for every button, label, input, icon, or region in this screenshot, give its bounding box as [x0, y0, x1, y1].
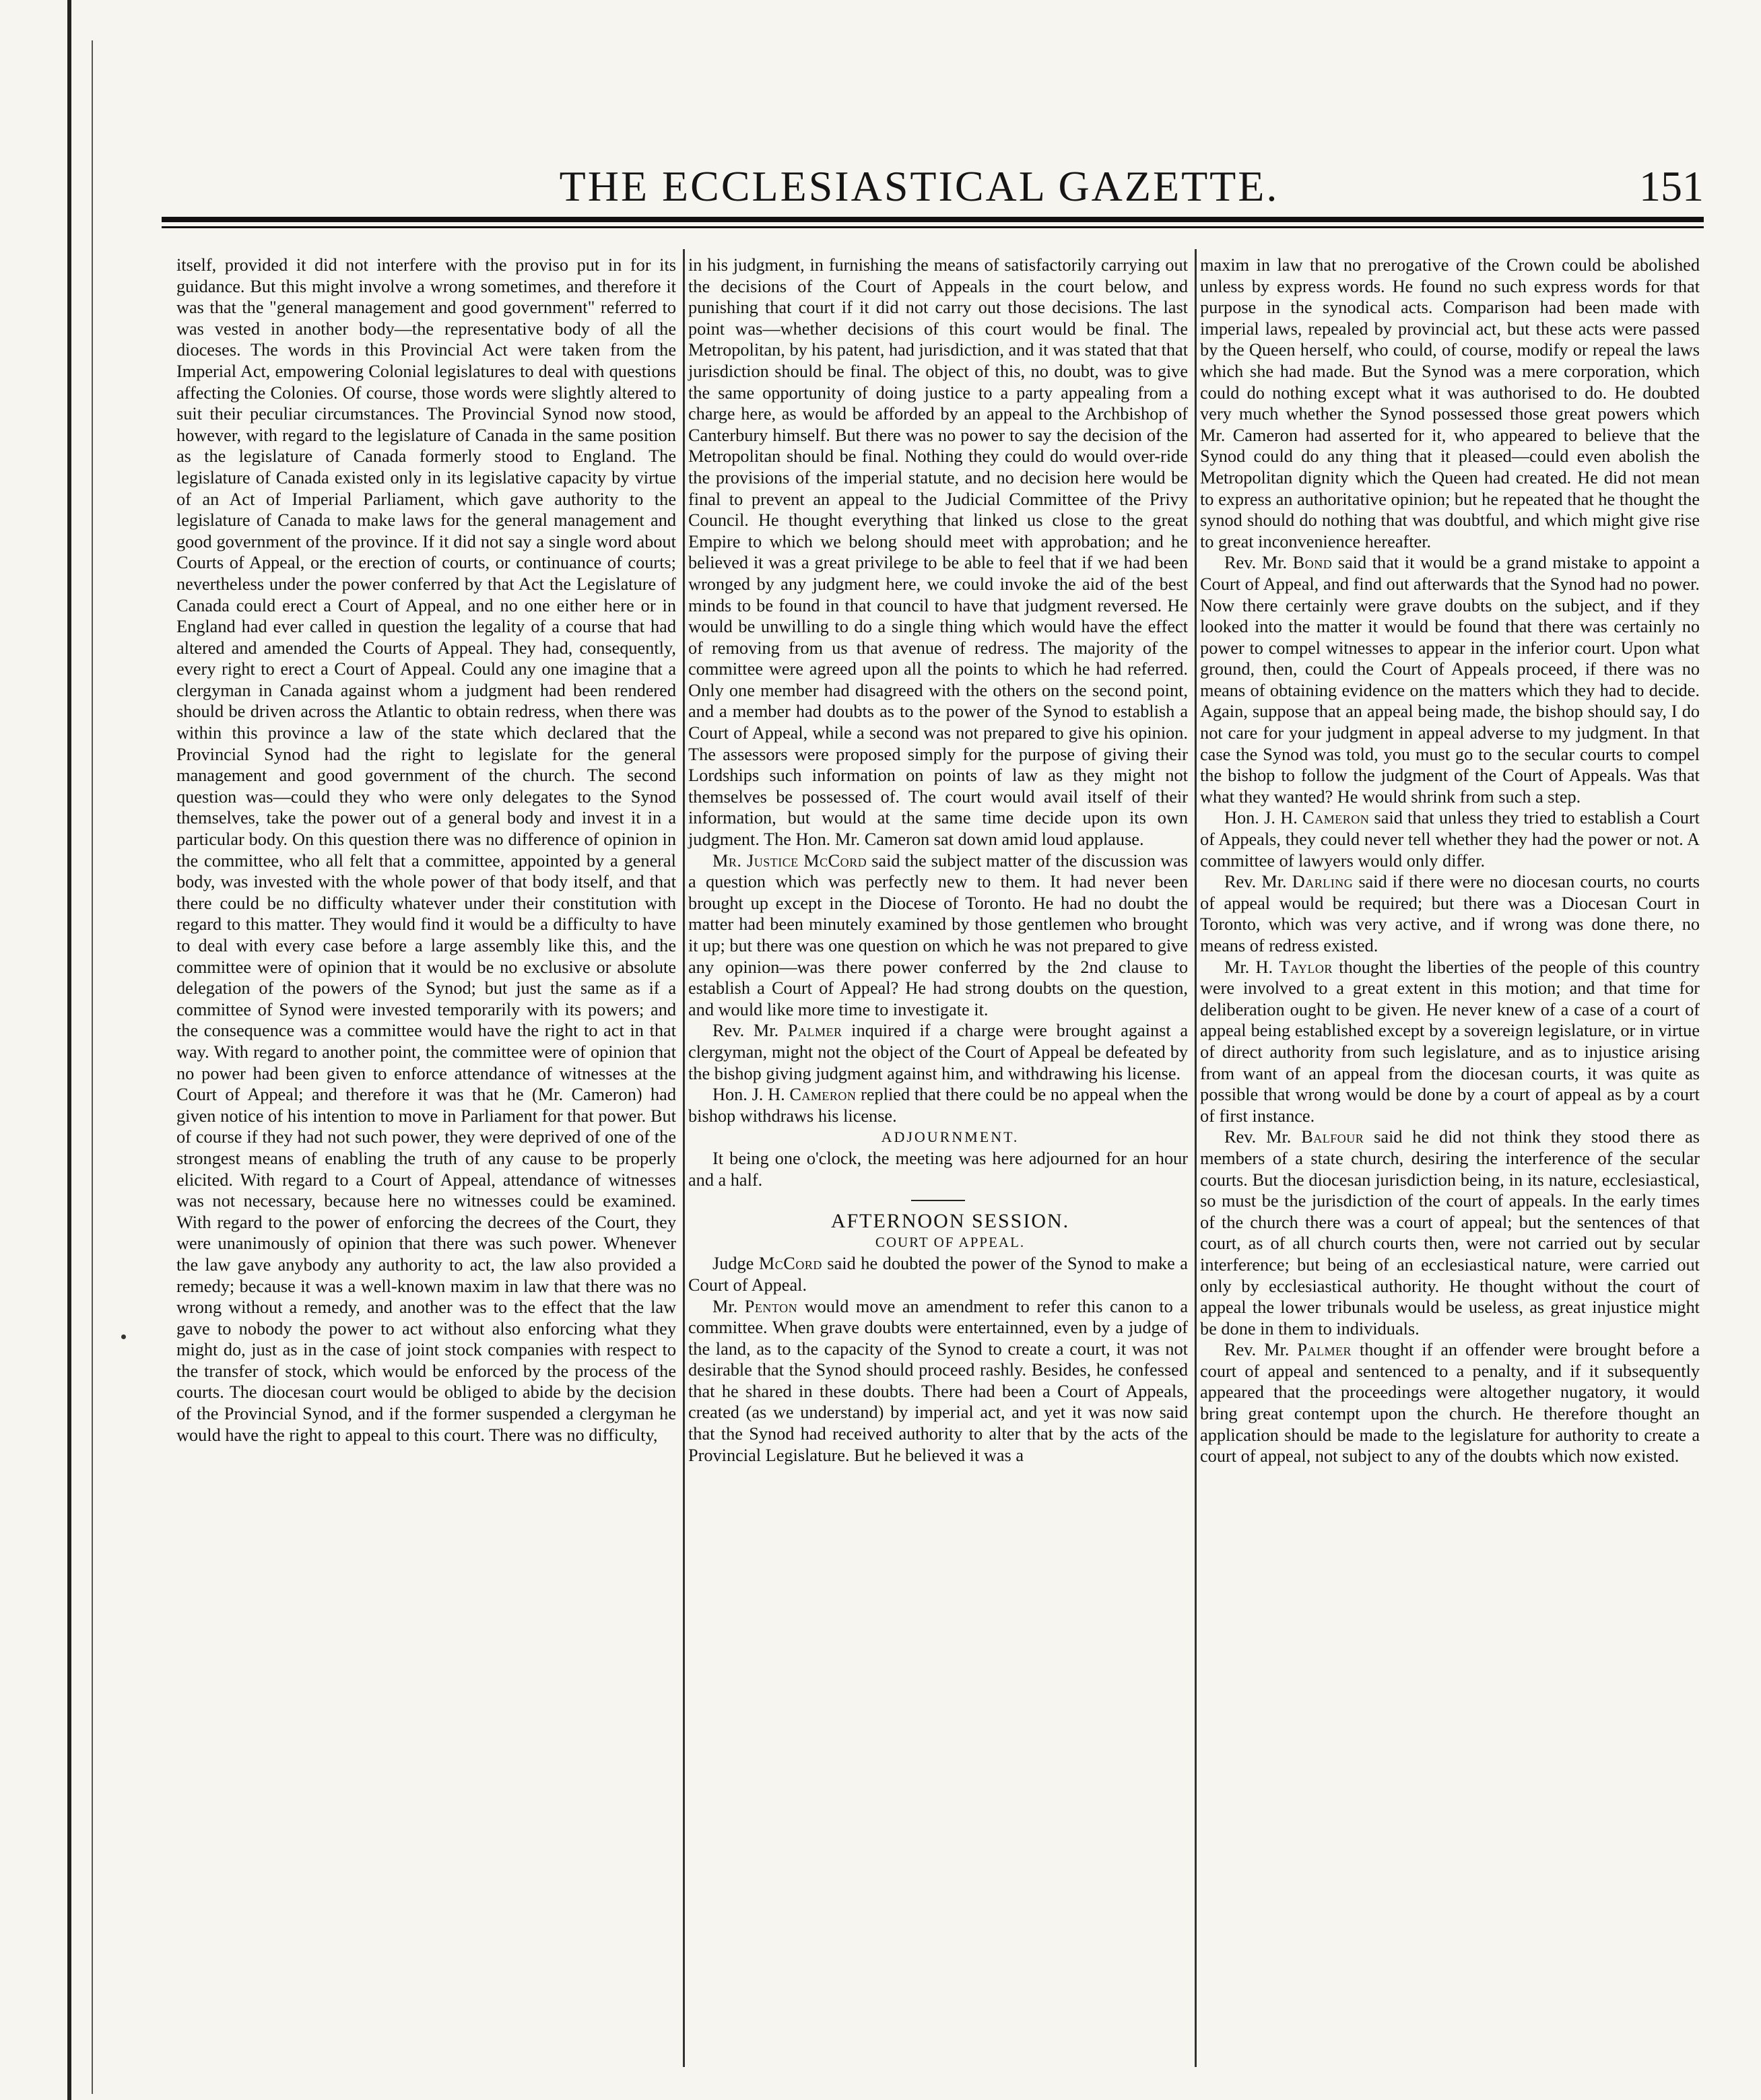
speaker-title: Hon. J. H. [712, 1085, 790, 1105]
paragraph-text: said if there were no diocesan courts, no courts of appeal would be required; but there was a Diocesan Court in Toronto, which was very active, and if wrong was done there, no means of redress existed. [1200, 872, 1700, 955]
speaker-title: Rev. Mr. [1224, 553, 1293, 573]
speaker-name: Cameron [789, 1085, 857, 1105]
paragraph-text: said that unless they tried to establish a Court of Appeals, they could never tell whether they had the power or not. A committee of lawyers would only differ. [1200, 808, 1700, 871]
paragraph [176, 255, 676, 1446]
section-heading-adjournment: ADJOURNMENT. [881, 1128, 1020, 1146]
speaker-name: Darling [1292, 872, 1354, 892]
paragraph-text: in his judgment, in furnishing the means of satisfactorily carrying out the decisions of the Court of Appeals in the court below, and punishing that court if it did not carry out those decisions. The last point was—whether decisions of this court would be final. The Metropolitan, by his patent, had jurisdiction, and it was stated that that jurisdiction should be final. The object of this, no doubt, was to give the same opportunity of doing justice to a party appealing from a charge here, as would be afforded by an appeal to the Archbishop of Canterbury himself. But there was no power to say the decision of the Metropolitan should be final. Nothing they could do would over-ride the provisions of the imperial statute, and no decision here would be final to prevent an appeal to the Judicial Committee of the Privy Council. He thought everything that linked us close to the great Empire to which we belong should meet with approbation; and he believed it was a great privilege to be able to feel that if we had been wronged by any judgment here, we could invoke the aid of the best minds to be found in that council to have that judgment reversed. He would be unwilling to do a single thing which would have the effect of removing from us that avenue of redress. The majority of the committee were agreed upon all the points to which he had referred. Only one member had disagreed with the others on the second point, and a member had doubts as to the power of the Synod to establish a Court of Appeal, while a second was not prepared to give his opinion. The assessors were proposed simply for the purpose of giving their Lordships such information on points of law as they might not themselves be possessed of. The court would avail itself of their information, but would at the same time decide upon its own judgment. The Hon. Mr. Cameron sat down amid loud applause. [688, 255, 1189, 850]
paragraph-text: replied that there could be no appeal when the bishop withdraws his license. [688, 1085, 1188, 1126]
page-binding-line [92, 40, 93, 2094]
speaker-title: Rev. Mr. [1224, 872, 1292, 892]
paragraph-text: inquired if a charge were brought against a clergyman, might not the object of the Court of Appeal be defeated by the bishop giving judgment against him, and withdrawing his license. [688, 1021, 1188, 1083]
adjournment-text: It being one o'clock, the meeting was here adjourned for an hour and a half. [688, 1148, 1188, 1190]
paragraph-text: itself, provided it did not interfere with the proviso put in for its guidance. But this might involve a wrong sometimes, and therefore it was that the "general management and good government" referred to was vested in another body—the representative body of all the dioceses. The words in this Provincial Act were taken from the Imperial Act, empowering Colonial legislatures to deal with questions affecting the Colonies. Of course, those words were slightly altered to suit their peculiar circumstances. The Provincial Synod now stood, however, with regard to the legislature of Canada in the same position as the legislature of Canada formerly stood to England. The legislature of Canada existed only in its legislative capacity by virtue of an Act of Imperial Parliament, which gave authority to the legislature of Canada to make laws for the general management and good government of the province. If it did not say a single word about Courts of Appeal, or the erection of courts, or continuance of courts; nevertheless under the power conferred by that Act the Legislature of Canada could erect a Court of Appeal, and no one either here or in England had ever called in question the legality of a course that had altered and amended the Courts of Appeal. They had, consequently, every right to erect a Court of Appeal. Could any one imagine that a clergyman in Canada against whom a judgment had been rendered should be driven across the Atlantic to obtain redress, when there was within this province a law of the state which declared that the Provincial Synod had the right to legislate for the general management and good government of the church. The second question was—could they who were only delegates to the Synod themselves, take the power out of a general body and invest it in a particular body. On this question there was no difference of opinion in the committee, who all felt that a committee, appointed by a general body, was invested with the whole power of that body itself, and that there could be no difficulty whatever under their constitution with regard to this matter. They would find it would be a difficulty to have to deal with every case before a large assembly like this, and the committee were of opinion that it would be no exclusive or absolute delegation of the powers of the Synod; but just the same as if a committee of Synod were invested temporarily with its powers; and the consequence was a committee would have the right to act in that way. With regard to another point, the committee were of opinion that no power had been given to enforce attendance of witnesses at the Court of Appeal; and therefore it was that he (Mr. Cameron) had given notice of his intention to move in Parliament for that power. But of course if they had not such power, they were deprived of one of the strongest means of enabling the truth of any cause to be properly elicited. With regard to a Court of Appeal, attendance of witnesses was not necessary, because here no witnesses could be examined. With regard to the power of enforcing the decrees of the Court, they were unanimously of opinion that there was such power. Whenever the law gave anybody any authority to act, the law also provided a remedy; because it was a well-known maxim in law that there was no wrong without a remedy, and another was to the effect that the law gave to nobody the power to act without also enforcing what they might do, just as in the case of joint stock companies with respect to the transfer of stock, which would be enforced by the process of the courts. The diocesan court would be obliged to abide by the decision of the Provincial Synod, and if the former suspended a clergyman he would have the right to appeal to this court. There was no difficulty, [176, 255, 676, 1445]
paragraph [688, 850, 1188, 1021]
speaker-title: Rev. Mr. [712, 1021, 788, 1041]
paragraph-text: said he doubted the power of the Synod to make a Court of Appeal. [688, 1254, 1188, 1295]
paragraph-text: would move an amendment to refer this canon to a committee. When grave doubts were entertainned, even by a judge of the land, as to the capacity of the Synod to create a court, it was not desirable that the Synod should proceed rashly. Besides, he confessed that he shared in these doubts. There had been a Court of Appeals, created (as we understand) by imperial act, and yet it was now said that the Synod had received authority to alter that by the acts of the Provincial Legislature. But he believed it was a [688, 1296, 1188, 1465]
column-2 [688, 255, 1188, 2072]
section-heading-afternoon: AFTERNOON SESSION. [830, 1210, 1070, 1233]
speaker-name: Palmer [787, 1021, 842, 1041]
speaker-name: Taylor [1279, 957, 1333, 977]
paragraph [1200, 255, 1700, 552]
column-1 [176, 255, 676, 2072]
ink-speck [121, 1334, 126, 1339]
paragraph [688, 255, 1188, 850]
paragraph-text: said the subject matter of the discussion was a question which was perfectly new to them. It had never been brought up except in the Diocese of Toronto. He had no doubt the matter had been minutely examined by those gentlemen who brought it up; but there was one question on which he was not prepared to give any opinion—was there power conferred by the 2nd clause to establish a Court of Appeal? He had strong doubts on the question, and would like more time to investigate it. [688, 850, 1188, 1019]
paragraph [688, 1253, 1188, 1295]
header-rule-thick [162, 217, 1704, 222]
paragraph [688, 1296, 1188, 1466]
speaker-title: Rev. Mr. [1224, 1340, 1298, 1360]
speaker-name: Balfour [1301, 1127, 1364, 1147]
page-title: THE ECCLESIASTICAL GAZETTE. [559, 162, 1280, 210]
speaker-title: Mr. H. [1224, 957, 1280, 977]
page-number: 151 [1639, 162, 1704, 210]
speaker-title: Mr. [712, 1296, 745, 1316]
speaker-name: Palmer [1297, 1340, 1352, 1360]
paragraph [1200, 1339, 1700, 1467]
speaker-name: Bond [1292, 553, 1333, 573]
speaker-name: Penton [744, 1296, 798, 1316]
speaker-name: McCord [758, 1254, 822, 1274]
speaker-title: Hon. J. H. [1224, 808, 1303, 828]
speaker-title: Rev. Mr. [1224, 1127, 1302, 1147]
paragraph [1200, 957, 1700, 1127]
column-3 [1200, 255, 1700, 2072]
header-rule-thin [162, 226, 1704, 228]
paragraph [1200, 807, 1700, 871]
speaker-name: Cameron [1302, 808, 1370, 828]
article-columns [176, 255, 1704, 2072]
paragraph-text: maxim in law that no prerogative of the Crown could be abolished unless by express words. He found no such express words for that purpose in the synodical acts. Comparison had been made with imperial laws, repealed by provincial act, but these acts were passed by the Queen herself, who could, of course, modify or repeal the laws which she had made. But the Synod was a mere corporation, which could do nothing except what it was authorised to do. He doubted very much whether the Synod possessed those great powers which Mr. Cameron had asserted for it, who appeared to believe that the Synod could do any thing that it pleased—could even abolish the Metropolitan dignity which the Queen had created. He did not mean to express an authoritative opinion; but he repeated that he thought the synod should do nothing that was doubtful, and which might give rise to great inconvenience hereafter. [1200, 255, 1700, 551]
speaker-name: Mr. Justice McCord [712, 850, 867, 871]
paragraph [688, 1084, 1188, 1126]
paragraph-text: thought the liberties of the people of this country were involved to a great extent in this motion; and that time for deliberation ought to be given. He never knew of a case of a court of appeal being established except by a sovereign legislature, or in virtue of direct authority from such legislature, and as to injustice arising from want of an appeal from the diocesan courts, it was quite as possible that wrong would be done by a court of appeal as by a court of first instance. [1200, 957, 1700, 1126]
paragraph-text: said that it would be a grand mistake to appoint a Court of Appeal, and find out afterwards that the Synod had no power. Now there certainly were grave doubts on the subject, and if they looked into the matter it would be found that there was certainly no power to compel witnesses to appear in the inferior court. Upon what ground, then, could the Court of Appeals proceed, if there was no means of obtaining evidence on the matters which they had to decide. Again, suppose that an appeal being made, the bishop should say, I do not care for your judgment in appeal adverse to my judgment. In that case the Synod was told, you must go to the secular courts to compel the bishop to follow the judgment of the Court of Appeals. Was that what they wanted? He would shrink from such a step. [1200, 553, 1700, 807]
section-rule [911, 1200, 965, 1201]
paragraph [688, 1020, 1188, 1084]
page-header [135, 162, 1704, 215]
paragraph-text: said he did not think they stood there as members of a state church, desiring the interference of the secular courts. But the diocesan jurisdiction being, in its nature, ecclesiastical, so must be the jurisdiction of the court of appeals. In the early times of the church there was a court of appeal; but the sentences of that court, as of all church courts then, were not carried out by secular interference; but being of an ecclesiastical nature, were carried out only by ecclesiastical authority. He thought without the court of appeal the lower tribunals would be useless, as great injustice might be done in them to individuals. [1200, 1127, 1700, 1339]
paragraph-text: thought if an offender were brought before a court of appeal and sentenced to a penalty, and if it subsequently appeared that the proceedings were altogether nugatory, it would bring great contempt upon the church. He therefore thought an application should be made to the legislature for authority to create a court of appeal, not subject to any of the doubts which now existed. [1200, 1340, 1700, 1466]
speaker-title: Judge [712, 1254, 759, 1274]
page-binding-edge [67, 0, 71, 2100]
paragraph [1200, 1126, 1700, 1339]
paragraph [1200, 871, 1700, 956]
paragraph [1200, 552, 1700, 807]
section-subheading-court: COURT OF APPEAL. [875, 1233, 1026, 1250]
